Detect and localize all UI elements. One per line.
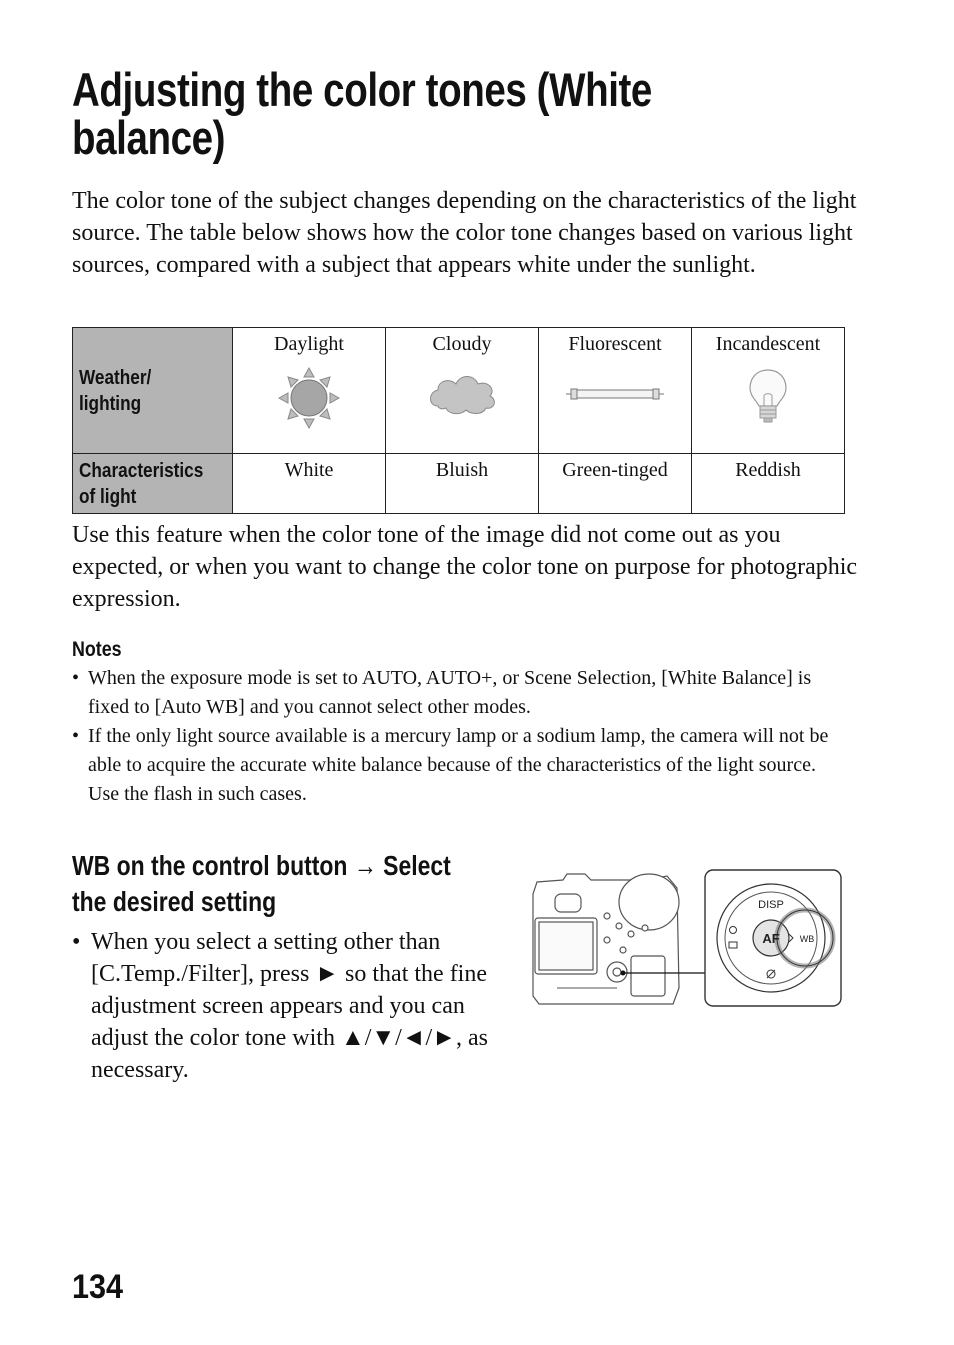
cell-fluorescent — [539, 328, 692, 454]
table-row — [73, 454, 845, 514]
note-item: • When the exposure mode is set to AUTO, AUTO+, or Scene Selection, [White Balance] is fixed to [Auto WB] and you cannot select other modes. — [72, 664, 842, 722]
camera-back-icon — [527, 864, 845, 1010]
notes-list — [72, 664, 842, 809]
cell-reddish: Reddish — [692, 454, 845, 514]
page-title-line-2: balance) — [72, 111, 226, 164]
intro-paragraph: The color tone of the subject changes depending on the characteristics of the light source. The table below shows how the color tone changes based on various light sources, compared with a subject that appears white under the sunlight. — [72, 188, 857, 278]
dial-label-wb: WB — [799, 934, 815, 944]
page-title — [72, 63, 892, 164]
step-bullet: • — [72, 929, 81, 955]
cell-incandescent — [692, 328, 845, 454]
dial-label-af: AF — [762, 931, 780, 946]
page-number: 134 — [72, 1268, 124, 1306]
sun-icon — [277, 366, 341, 430]
step-item — [72, 926, 502, 1086]
fluorescent-tube-icon — [563, 366, 667, 422]
step-text: When you select a setting other than [C.Temp./Filter], press ► so that the fine adjustment screen appears and you can adjust the color tone with ▲/▼/◄/►, as necessary. — [91, 929, 488, 1083]
cell-white: White — [233, 454, 386, 514]
cell-cloudy — [386, 328, 539, 454]
lighting-label-daylight: Daylight — [274, 333, 344, 355]
table-row — [73, 328, 845, 454]
page-title-line-1: Adjusting the color tones (White — [72, 63, 652, 116]
camera-illustration — [527, 864, 845, 1015]
cell-bluish: Bluish — [386, 454, 539, 514]
usage-paragraph: Use this feature when the color tone of the image did not come out as you expected, or when you want to change the color tone on purpose for photographic expression. — [72, 522, 858, 612]
dial-label-disp: DISP — [758, 899, 784, 911]
cell-daylight — [233, 328, 386, 454]
lighting-label-fluorescent: Fluorescent — [568, 333, 662, 355]
lighting-label-incandescent: Incandescent — [715, 333, 821, 355]
light-bulb-icon — [746, 366, 790, 426]
note-item: • If the only light source available is a mercury lamp or a sodium lamp, the camera will not be able to acquire the accurate white balance because of the characteristics of the light source. Use the flash in such cases. — [72, 722, 842, 809]
section-heading: WB on the control button → Select the desired setting — [72, 850, 451, 917]
cloud-icon — [426, 366, 498, 422]
lighting-label-cloudy: Cloudy — [432, 333, 492, 355]
row-header-characteristics: Characteristics of light — [73, 454, 233, 514]
white-balance-table — [72, 327, 845, 514]
cell-green-tinged: Green-tinged — [539, 454, 692, 514]
notes-heading: Notes — [72, 638, 122, 661]
row-header-lighting: Weather/ lighting — [73, 328, 233, 454]
